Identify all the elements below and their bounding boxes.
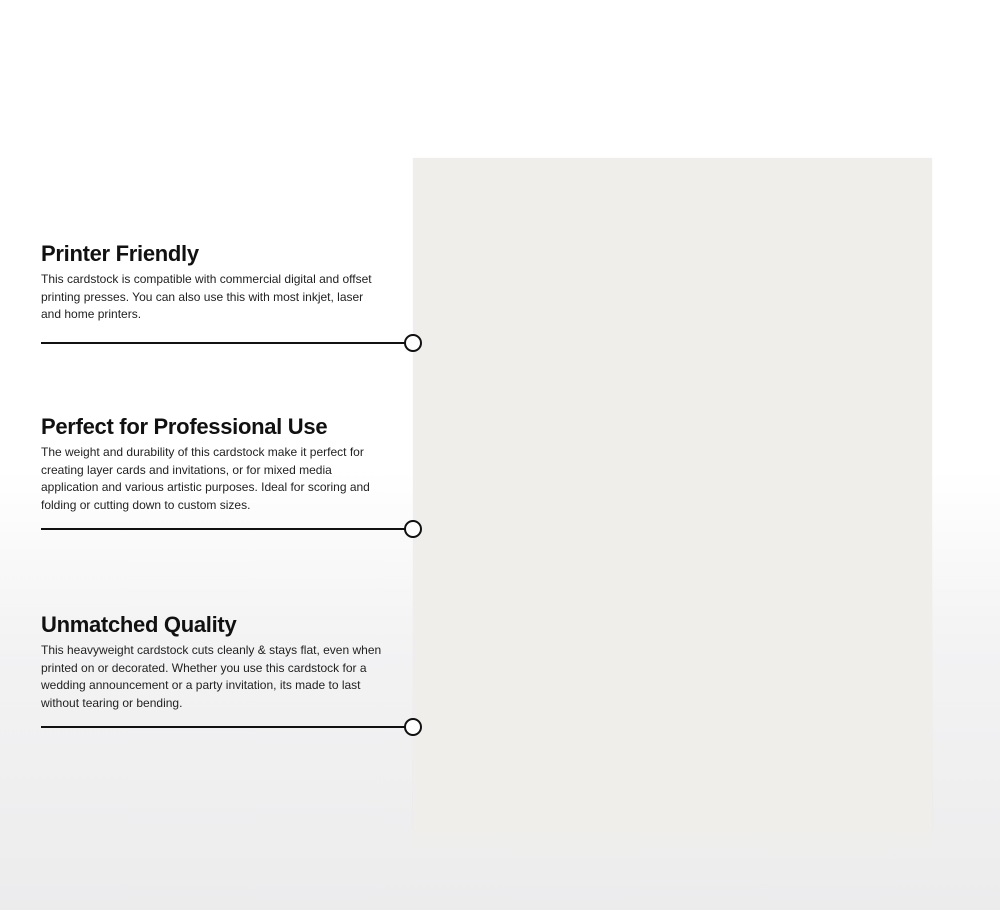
feature-professional-use: [41, 414, 413, 514]
connector-line: [41, 528, 405, 530]
feature-description: The weight and durability of this cardstock make it perfect for creating layer cards and invitations, or for mixed media application and various artistic purposes. Ideal for scoring and folding or cutting down to custom sizes.: [41, 445, 370, 512]
feature-title: Perfect for Professional Use: [41, 414, 328, 439]
circle-marker-icon: [404, 520, 422, 538]
feature-title: Printer Friendly: [41, 241, 199, 266]
cardstock-reflection: [413, 830, 932, 890]
callout-connector: [41, 520, 413, 538]
circle-marker-icon: [404, 718, 422, 736]
feature-title: Unmatched Quality: [41, 612, 237, 637]
cardstock-sheet: [413, 158, 932, 830]
feature-printer-friendly: [41, 241, 413, 324]
callout-connector: [41, 718, 413, 736]
feature-description: This heavyweight cardstock cuts cleanly & stays flat, even when printed on or decorated. Whether you use this cardstock for a wedding announcement or a party invitation, its made to last without tearing or bending.: [41, 643, 382, 710]
connector-line: [41, 342, 405, 344]
circle-marker-icon: [404, 334, 422, 352]
connector-line: [41, 726, 405, 728]
callout-connector: [41, 334, 413, 352]
feature-description: This cardstock is compatible with commercial digital and offset printing presses. You can also use this with most inkjet, laser and home printers.: [41, 272, 372, 321]
feature-unmatched-quality: [41, 612, 413, 712]
